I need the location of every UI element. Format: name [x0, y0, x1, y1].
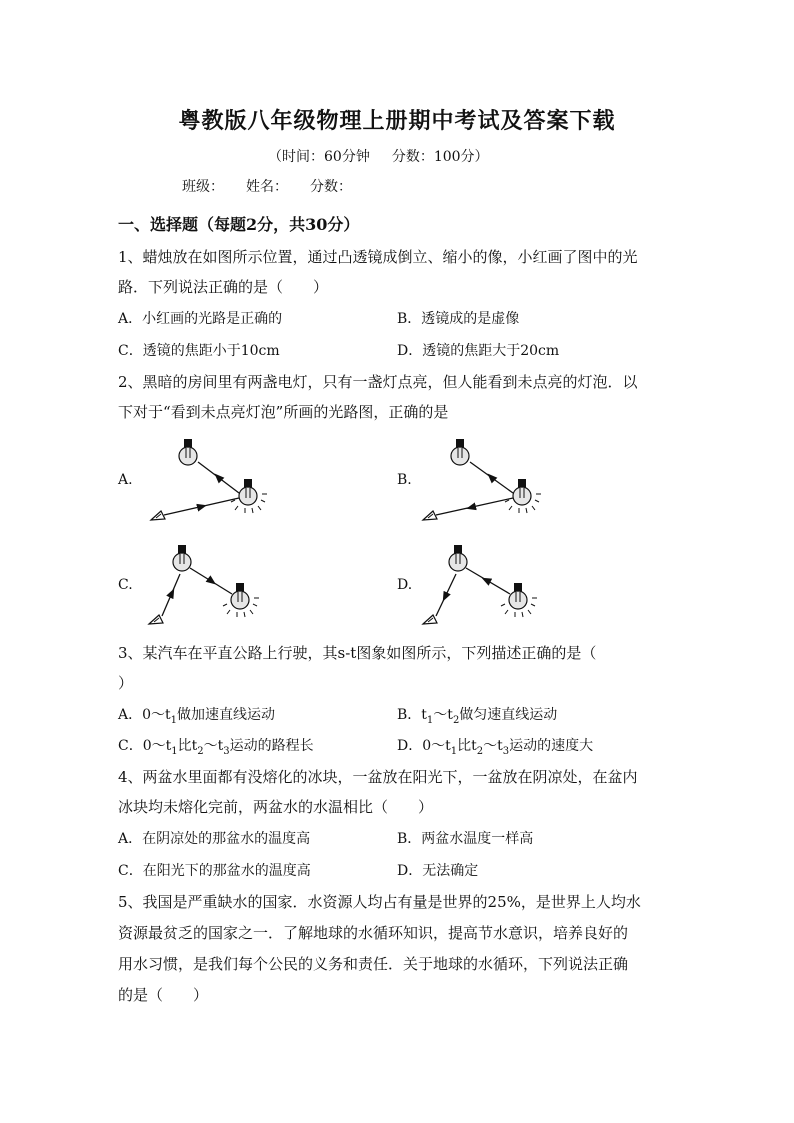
q2-label-d: D. — [397, 577, 413, 593]
q2-figure-d — [410, 536, 560, 636]
q2-stem-line1: 2、黑暗的房间里有两盏电灯，只有一盏灯点亮，但人能看到未点亮的灯泡．以 — [118, 373, 638, 391]
q2-figure-a — [140, 430, 290, 530]
q2-label-b: B. — [397, 472, 412, 488]
q1-option-b: B．透镜成的是虚像 — [397, 311, 520, 327]
lit-bulb-icon — [231, 479, 267, 513]
q5-stem-line4: 的是（ ） — [118, 986, 209, 1004]
q2-figure-c — [140, 536, 290, 636]
class-label: 班级： — [182, 179, 224, 195]
q4-option-b: B．两盆水温度一样高 — [397, 831, 534, 847]
exam-time: （时间：60分钟 — [268, 149, 370, 165]
eye-icon — [149, 615, 163, 624]
q4-option-d: D．无法确定 — [397, 863, 479, 879]
q1-option-d: D．透镜的焦距大于20cm — [397, 343, 560, 359]
lit-bulb-icon — [223, 583, 259, 617]
q2-figure-b — [410, 430, 560, 530]
eye-icon — [423, 511, 437, 520]
q1-option-a: A．小红画的光路是正确的 — [118, 311, 283, 327]
page-title: 粤教版八年级物理上册期中考试及答案下载 — [178, 108, 616, 134]
q4-option-a: A．在阴凉处的那盆水的温度高 — [118, 831, 311, 847]
q2-label-a: A. — [118, 472, 133, 488]
q5-stem-line1: 5、我国是严重缺水的国家．水资源人均占有量是世界的25%，是世界上人均水 — [118, 893, 641, 911]
unlit-bulb-icon — [451, 439, 469, 465]
exam-total-score: 分数：100分） — [391, 149, 489, 165]
q1-stem-line1: 1、蜡烛放在如图所示位置，通过凸透镜成倒立、缩小的像，小红画了图中的光 — [118, 248, 638, 266]
q3-option-b: B．$t_1\sim t_2$做匀速直线运动 — [397, 707, 558, 726]
name-label: 姓名： — [246, 179, 288, 195]
lit-bulb-icon — [501, 583, 537, 617]
score-label: 分数： — [310, 179, 352, 195]
q3-stem-line1: 3、某汽车在平直公路上行驶，其s-t图象如图所示，下列描述正确的是（ — [118, 644, 597, 662]
q3-stem-line2: ） — [118, 674, 134, 692]
unlit-bulb-icon — [449, 545, 467, 571]
eye-icon — [423, 615, 437, 624]
q4-stem-line1: 4、两盆水里面都有没熔化的冰块，一盆放在阳光下，一盆放在阴凉处，在盆内 — [118, 768, 638, 786]
q5-stem-line3: 用水习惯，是我们每个公民的义务和责任．关于地球的水循环，下列说法正确 — [118, 955, 629, 973]
exam-time-score — [268, 146, 511, 166]
unlit-bulb-icon — [179, 439, 197, 465]
q3-option-d: D．$0\sim t_1$比$t_2\sim t_3$运动的速度大 — [397, 738, 594, 757]
q3-option-c: C．$0\sim t_1$比$t_2\sim t_3$运动的路程长 — [118, 738, 314, 757]
q4-stem-line2: 冰块均未熔化完前，两盆水的水温相比（ ） — [118, 798, 434, 816]
unlit-bulb-icon — [173, 545, 191, 571]
student-info — [182, 176, 374, 196]
lit-bulb-icon — [505, 479, 541, 513]
section-heading: 一、选择题（每题2分，共30分） — [118, 215, 360, 234]
q5-stem-line2: 资源最贫乏的国家之一．了解地球的水循环知识，提高节水意识，培养良好的 — [118, 924, 629, 942]
q1-option-c: C．透镜的焦距小于10cm — [118, 343, 280, 359]
q2-stem-line2: 下对于“看到未点亮灯泡”所画的光路图，正确的是 — [118, 403, 449, 421]
q4-option-c: C．在阳光下的那盆水的温度高 — [118, 863, 311, 879]
q3-option-a: A．$0\sim t_1$做加速直线运动 — [118, 707, 276, 726]
q2-label-c: C. — [118, 577, 133, 593]
eye-icon — [151, 511, 165, 520]
q1-stem-line2: 路．下列说法正确的是（ ） — [118, 278, 329, 296]
